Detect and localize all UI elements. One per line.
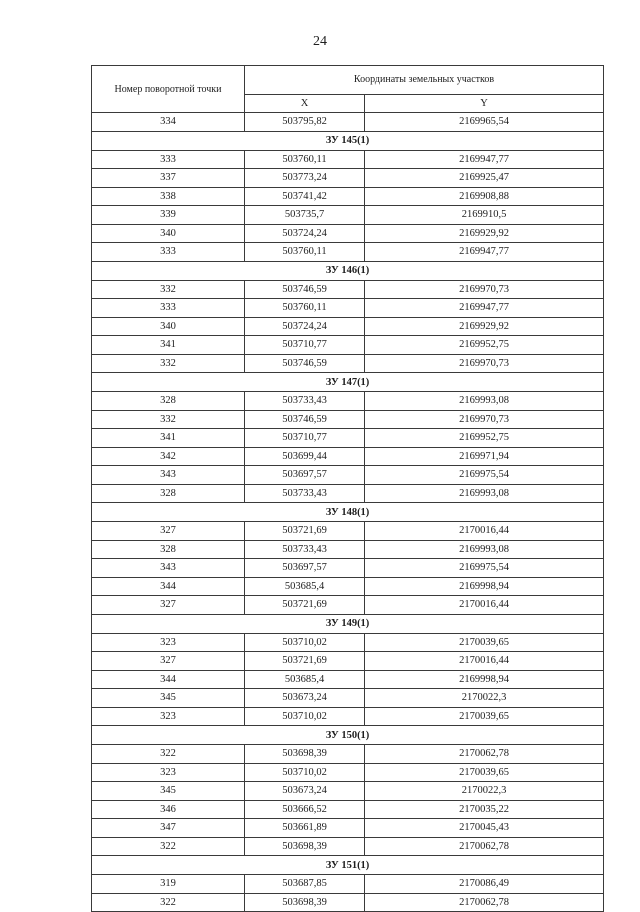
point-number-cell: 338 [92,187,245,206]
x-coordinate-cell: 503724,24 [245,224,365,243]
x-coordinate-cell: 503721,69 [245,596,365,615]
table-row [92,392,604,411]
table-row [92,113,604,132]
y-coordinate-cell: 2170062,78 [365,745,604,764]
x-coordinate-cell: 503721,69 [245,652,365,671]
x-coordinate-cell: 503735,7 [245,206,365,225]
x-coordinate-cell: 503746,59 [245,354,365,373]
y-coordinate-cell: 2170039,65 [365,707,604,726]
table-row [92,596,604,615]
y-coordinate-cell: 2169993,08 [365,484,604,503]
point-number-cell: 332 [92,410,245,429]
point-number-cell: 319 [92,875,245,894]
point-number-cell: 342 [92,447,245,466]
point-number-cell: 340 [92,317,245,336]
table-row [92,280,604,299]
section-title: ЗУ 151(1) [92,856,604,875]
point-number-cell: 333 [92,243,245,262]
point-number-cell: 340 [92,224,245,243]
point-number-cell: 333 [92,150,245,169]
table-row [92,819,604,838]
table-row [92,317,604,336]
table-row [92,224,604,243]
page-number: 24 [313,34,327,49]
y-coordinate-cell: 2169993,08 [365,392,604,411]
x-coordinate-cell: 503760,11 [245,150,365,169]
section-title: ЗУ 149(1) [92,614,604,633]
y-coordinate-cell: 2170062,78 [365,837,604,856]
x-coordinate-cell: 503687,85 [245,875,365,894]
section-title: ЗУ 147(1) [92,373,604,392]
x-coordinate-cell: 503773,24 [245,169,365,188]
coordinates-table [91,65,604,912]
point-number-cell: 322 [92,745,245,764]
table-row [92,243,604,262]
x-coordinate-cell: 503733,43 [245,484,365,503]
y-coordinate-cell: 2169971,94 [365,447,604,466]
y-coordinate-cell: 2169910,5 [365,206,604,225]
y-coordinate-cell: 2169929,92 [365,317,604,336]
y-coordinate-cell: 2170016,44 [365,596,604,615]
x-coordinate-cell: 503733,43 [245,392,365,411]
y-coordinate-cell: 2169965,54 [365,113,604,132]
section-header-row [92,726,604,745]
y-coordinate-cell: 2169952,75 [365,429,604,448]
section-header-row [92,261,604,280]
point-number-cell: 344 [92,577,245,596]
point-number-cell: 343 [92,466,245,485]
table-row [92,522,604,541]
header-coordinates: Координаты земельных участков [245,66,604,95]
table-row [92,169,604,188]
y-coordinate-cell: 2170039,65 [365,633,604,652]
y-coordinate-cell: 2169952,75 [365,336,604,355]
y-coordinate-cell: 2170016,44 [365,522,604,541]
point-number-cell: 337 [92,169,245,188]
x-coordinate-cell: 503710,77 [245,429,365,448]
y-coordinate-cell: 2170035,22 [365,800,604,819]
table-row [92,689,604,708]
x-coordinate-cell: 503698,39 [245,893,365,912]
y-coordinate-cell: 2169975,54 [365,466,604,485]
section-title: ЗУ 146(1) [92,261,604,280]
table-row [92,484,604,503]
point-number-cell: 347 [92,819,245,838]
x-coordinate-cell: 503699,44 [245,447,365,466]
y-coordinate-cell: 2169947,77 [365,243,604,262]
x-coordinate-cell: 503733,43 [245,540,365,559]
section-header-row [92,373,604,392]
y-coordinate-cell: 2170045,43 [365,819,604,838]
x-coordinate-cell: 503666,52 [245,800,365,819]
table-row [92,410,604,429]
y-coordinate-cell: 2169908,88 [365,187,604,206]
section-header-row [92,614,604,633]
y-coordinate-cell: 2170086,49 [365,875,604,894]
table-row [92,633,604,652]
point-number-cell: 346 [92,800,245,819]
table-row [92,299,604,318]
section-title: ЗУ 148(1) [92,503,604,522]
x-coordinate-cell: 503721,69 [245,522,365,541]
x-coordinate-cell: 503673,24 [245,689,365,708]
table-row [92,447,604,466]
section-title: ЗУ 145(1) [92,131,604,150]
point-number-cell: 327 [92,522,245,541]
x-coordinate-cell: 503746,59 [245,280,365,299]
point-number-cell: 322 [92,893,245,912]
table-row [92,336,604,355]
x-coordinate-cell: 503710,02 [245,763,365,782]
point-number-cell: 344 [92,670,245,689]
table-row [92,206,604,225]
table-row [92,707,604,726]
y-coordinate-cell: 2169947,77 [365,299,604,318]
y-coordinate-cell: 2169970,73 [365,354,604,373]
point-number-cell: 341 [92,429,245,448]
table-row [92,559,604,578]
table-row [92,782,604,801]
table-row [92,875,604,894]
point-number-cell: 327 [92,652,245,671]
y-coordinate-cell: 2170022,3 [365,782,604,801]
point-number-cell: 332 [92,280,245,299]
x-coordinate-cell: 503746,59 [245,410,365,429]
table-row [92,540,604,559]
x-coordinate-cell: 503724,24 [245,317,365,336]
point-number-cell: 328 [92,484,245,503]
point-number-cell: 328 [92,392,245,411]
table-row [92,837,604,856]
section-header-row [92,131,604,150]
table-row [92,893,604,912]
x-coordinate-cell: 503710,02 [245,633,365,652]
point-number-cell: 332 [92,354,245,373]
table-row [92,745,604,764]
y-coordinate-cell: 2169975,54 [365,559,604,578]
point-number-cell: 343 [92,559,245,578]
x-coordinate-cell: 503685,4 [245,670,365,689]
point-number-cell: 323 [92,707,245,726]
table-row [92,466,604,485]
y-coordinate-cell: 2170022,3 [365,689,604,708]
table-row [92,652,604,671]
y-coordinate-cell: 2169993,08 [365,540,604,559]
header-point-number: Номер поворотной точки [92,66,245,113]
point-number-cell: 323 [92,763,245,782]
y-coordinate-cell: 2169947,77 [365,150,604,169]
table-row [92,577,604,596]
x-coordinate-cell: 503685,4 [245,577,365,596]
table-header [92,66,604,113]
section-header-row [92,856,604,875]
x-coordinate-cell: 503741,42 [245,187,365,206]
y-coordinate-cell: 2169970,73 [365,280,604,299]
x-coordinate-cell: 503698,39 [245,837,365,856]
x-coordinate-cell: 503697,57 [245,466,365,485]
x-coordinate-cell: 503661,89 [245,819,365,838]
table-row [92,429,604,448]
y-coordinate-cell: 2169970,73 [365,410,604,429]
table-body [92,113,604,912]
header-x: X [245,94,365,112]
x-coordinate-cell: 503760,11 [245,299,365,318]
y-coordinate-cell: 2170039,65 [365,763,604,782]
point-number-cell: 333 [92,299,245,318]
header-y: Y [365,94,604,112]
x-coordinate-cell: 503673,24 [245,782,365,801]
point-number-cell: 345 [92,689,245,708]
point-number-cell: 341 [92,336,245,355]
point-number-cell: 327 [92,596,245,615]
point-number-cell: 334 [92,113,245,132]
section-header-row [92,503,604,522]
x-coordinate-cell: 503795,82 [245,113,365,132]
point-number-cell: 339 [92,206,245,225]
point-number-cell: 345 [92,782,245,801]
y-coordinate-cell: 2170062,78 [365,893,604,912]
point-number-cell: 322 [92,837,245,856]
x-coordinate-cell: 503710,77 [245,336,365,355]
x-coordinate-cell: 503697,57 [245,559,365,578]
y-coordinate-cell: 2169998,94 [365,577,604,596]
x-coordinate-cell: 503698,39 [245,745,365,764]
y-coordinate-cell: 2169929,92 [365,224,604,243]
table-row [92,763,604,782]
point-number-cell: 328 [92,540,245,559]
table-row [92,800,604,819]
y-coordinate-cell: 2170016,44 [365,652,604,671]
y-coordinate-cell: 2169998,94 [365,670,604,689]
table-row [92,354,604,373]
table-row [92,187,604,206]
x-coordinate-cell: 503710,02 [245,707,365,726]
y-coordinate-cell: 2169925,47 [365,169,604,188]
point-number-cell: 323 [92,633,245,652]
x-coordinate-cell: 503760,11 [245,243,365,262]
table-row [92,670,604,689]
table-row [92,150,604,169]
section-title: ЗУ 150(1) [92,726,604,745]
